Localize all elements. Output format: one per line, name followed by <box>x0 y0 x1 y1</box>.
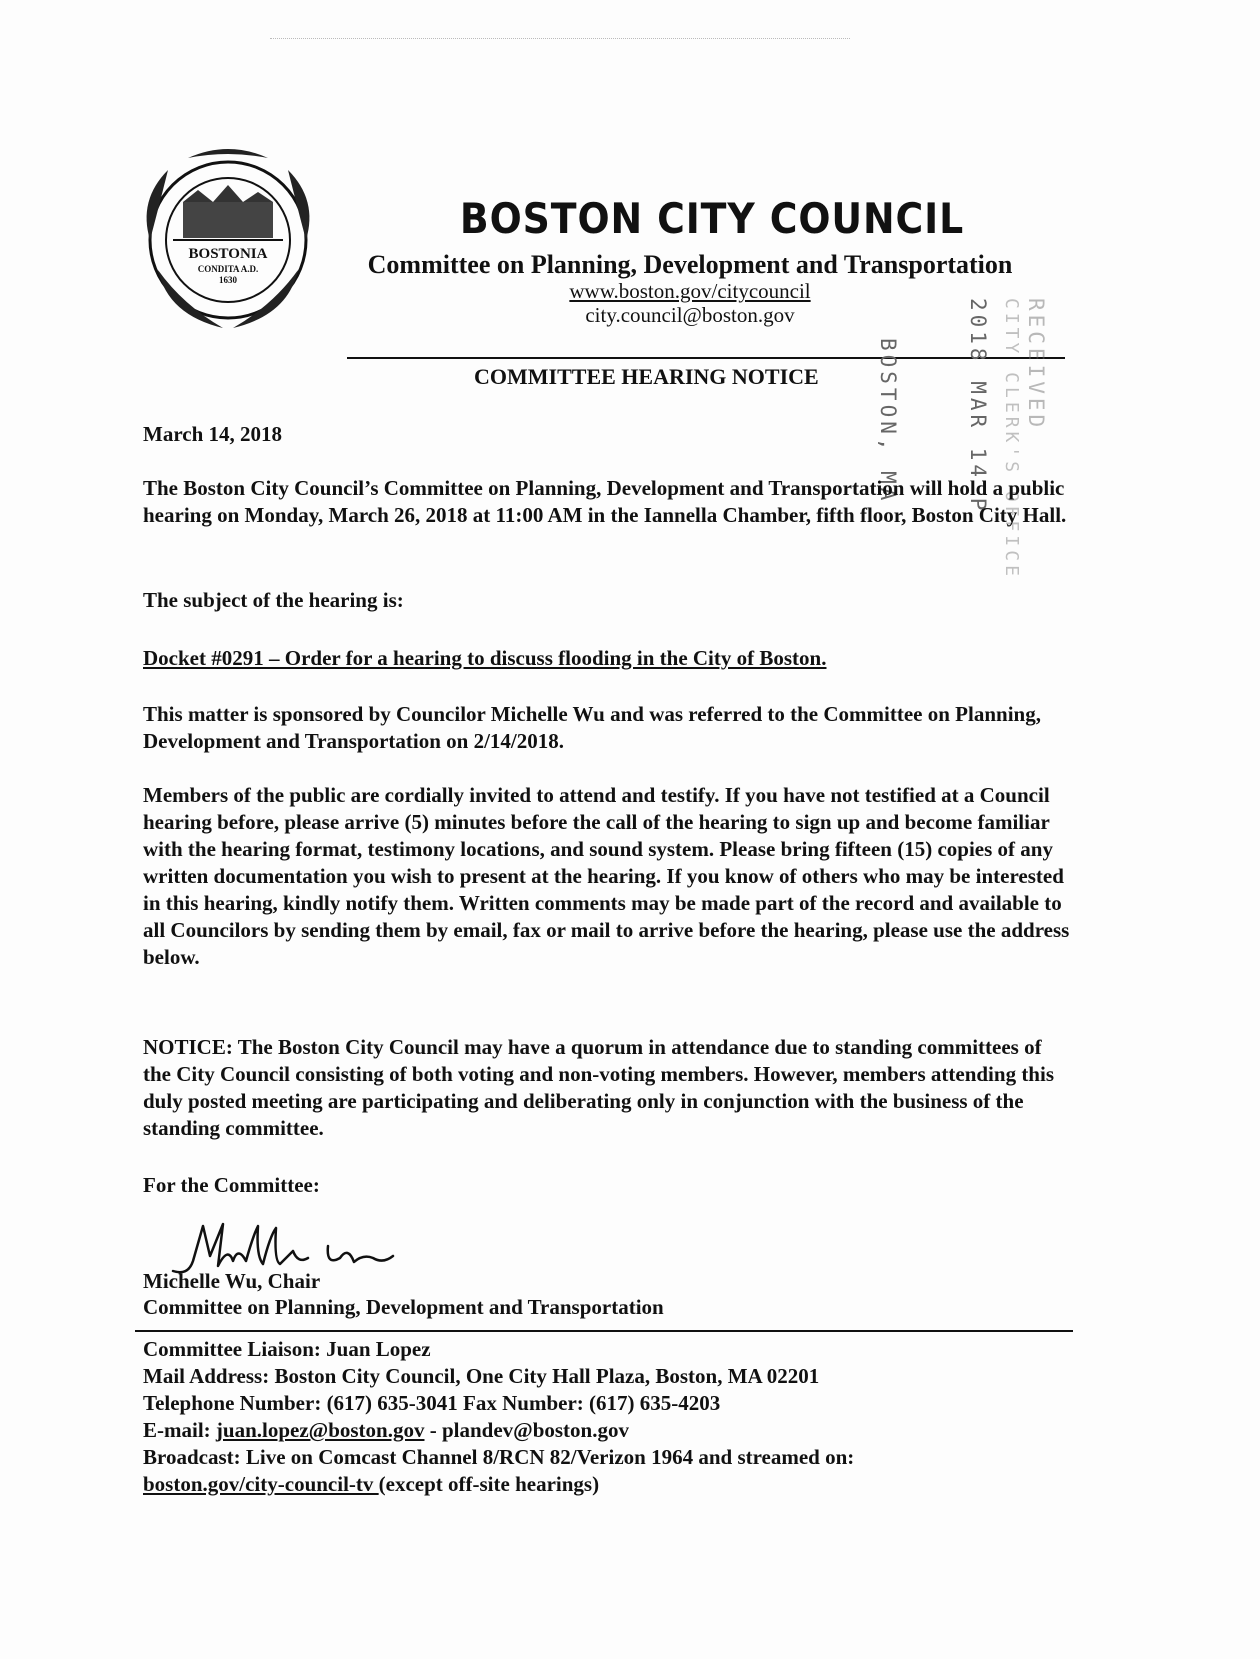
tv-line <box>143 1471 854 1498</box>
for-committee-label: For the Committee: <box>143 1173 320 1197</box>
footer-divider <box>135 1330 1073 1332</box>
stamp-received: RECEIVED <box>1024 298 1048 432</box>
email-label: E-mail: <box>143 1418 216 1442</box>
notice-date: March 14, 2018 <box>143 422 283 446</box>
scan-artifact <box>270 38 850 45</box>
seal-text-year: 1630 <box>219 275 237 285</box>
stamp-date: 2018 MAR 14 P <box>966 298 990 515</box>
website-link[interactable]: www.boston.gov/citycouncil <box>569 279 811 303</box>
liaison-email-link[interactable]: juan.lopez@boston.gov <box>215 1418 425 1442</box>
plandev-email: - plandev@boston.gov <box>424 1418 629 1442</box>
notice-title: COMMITTEE HEARING NOTICE <box>474 364 819 389</box>
committee-subtitle: Committee on Planning, Development and Transportation <box>367 250 1013 279</box>
email-line <box>143 1417 854 1444</box>
contact-footer <box>143 1336 854 1498</box>
hearing-announcement: The Boston City Council’s Committee on Planning, Development and Transportation will hold a public hearing on Monday, March 26, 2018 at 11:00 AM in the Iannella Chamber, fifth floor, Boston City Hall. <box>143 476 1067 527</box>
liaison-line: Committee Liaison: Juan Lopez <box>143 1337 431 1361</box>
mail-address-line: Mail Address: Boston City Council, One City Hall Plaza, Boston, MA 02201 <box>143 1364 820 1388</box>
stamp-location: BOSTON, MA <box>876 338 900 505</box>
page-title: BOSTON CITY COUNCIL <box>459 194 965 243</box>
phone-line: Telephone Number: (617) 635-3041 Fax Number: (617) 635-4203 <box>143 1391 721 1415</box>
contact-email: city.council@boston.gov <box>585 303 795 327</box>
broadcast-line: Broadcast: Live on Comcast Channel 8/RCN 82/Verizon 1964 and streamed on: <box>143 1445 855 1469</box>
seal-text-condita: CONDITA A.D. <box>197 264 259 274</box>
seal-text-bostonia: BOSTONIA <box>188 246 268 262</box>
sponsor-paragraph: This matter is sponsored by Councilor Michelle Wu and was referred to the Committee on Planning, Development and Transportation on 2/14/2018. <box>143 702 1041 753</box>
quorum-notice-paragraph: NOTICE: The Boston City Council may have a quorum in attendance due to standing committees of the City Council consisting of both voting and non-voting members. However, members attending this duly posted meeting are participating and deliberating only in conjunction with the business of the standing committee. <box>143 1035 1054 1140</box>
council-tv-link[interactable]: boston.gov/city-council-tv <box>143 1472 379 1496</box>
tv-note: (except off-site hearings) <box>378 1472 600 1496</box>
stamp-office: CITY CLERK'S OFFICE <box>1001 298 1022 580</box>
public-invitation-paragraph: Members of the public are cordially invited to attend and testify. If you have not testified at a Council hearing before, please arrive (5) minutes before the call of the hearing to sign up and become familiar with the hearing format, testimony locations, and sound system. Please bring fifteen (15) copies of any written documentation you wish to present at the hearing. If you know of others who may be interested in this hearing, kindly notify them. Written comments may be made part of the record and available to all Councilors by sending them by email, fax or mail to arrive before the hearing, please use the address below. <box>143 783 1070 969</box>
subject-label: The subject of the hearing is: <box>143 588 404 612</box>
docket-line: Docket #0291 – Order for a hearing to discuss flooding in the City of Boston. <box>143 646 827 670</box>
signer-name: Michelle Wu, Chair <box>143 1269 321 1293</box>
signer-committee: Committee on Planning, Development and Transportation <box>143 1295 664 1319</box>
